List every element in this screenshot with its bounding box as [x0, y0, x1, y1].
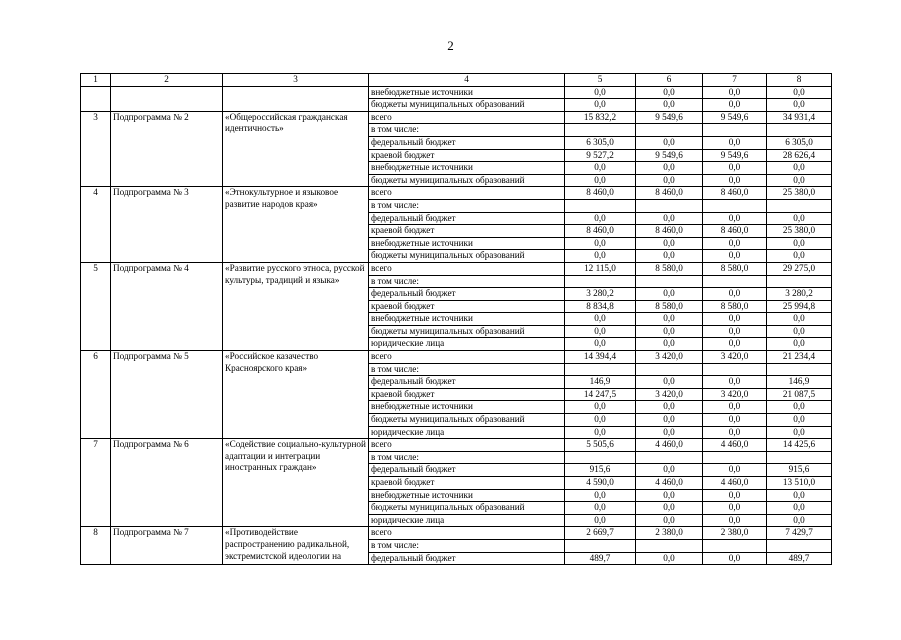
funding-source-cell: в том числе: [369, 124, 565, 137]
total-value-cell: 29 275,0 [767, 262, 832, 275]
funding-source-cell: краевой бюджет [369, 388, 565, 401]
funding-source-cell: внебюджетные источники [369, 162, 565, 175]
year-value-cell: 0,0 [565, 237, 636, 250]
table-body [81, 86, 832, 565]
total-value-cell: 0,0 [767, 414, 832, 427]
funding-source-cell: в том числе: [369, 451, 565, 464]
program-cell: Подпрограмма № 3 [111, 187, 223, 263]
total-value-cell: 0,0 [767, 338, 832, 351]
funding-source-cell: бюджеты муниципальных образований [369, 502, 565, 515]
year-value-cell: 0,0 [636, 376, 703, 389]
program-name-cell: «Развитие русского этноса, русской культуры, традиций и языка» [223, 262, 369, 350]
year-value-cell: 0,0 [636, 162, 703, 175]
year-value-cell: 0,0 [703, 338, 767, 351]
year-value-cell: 8 580,0 [636, 262, 703, 275]
year-value-cell: 0,0 [703, 552, 767, 565]
total-value-cell: 0,0 [767, 174, 832, 187]
total-value-cell: 14 425,6 [767, 439, 832, 452]
year-value-cell: 8 460,0 [565, 225, 636, 238]
year-value-cell: 0,0 [703, 162, 767, 175]
table-row [81, 111, 832, 124]
table-row [81, 86, 832, 99]
row-number-cell: 4 [81, 187, 111, 263]
total-value-cell: 0,0 [767, 162, 832, 175]
funding-source-cell: федеральный бюджет [369, 212, 565, 225]
funding-source-cell: юридические лица [369, 426, 565, 439]
year-value-cell: 0,0 [703, 136, 767, 149]
total-value-cell: 28 626,4 [767, 149, 832, 162]
year-value-cell: 0,0 [703, 401, 767, 414]
year-value-cell: 9 549,6 [636, 111, 703, 124]
year-value-cell: 0,0 [703, 464, 767, 477]
year-value-cell: 4 460,0 [636, 439, 703, 452]
year-value-cell: 6 305,0 [565, 136, 636, 149]
year-value-cell: 2 380,0 [636, 527, 703, 540]
funding-source-cell: внебюджетные источники [369, 313, 565, 326]
year-value-cell: 0,0 [636, 237, 703, 250]
year-value-cell: 4 590,0 [565, 477, 636, 490]
year-value-cell: 0,0 [703, 288, 767, 301]
year-value-cell: 0,0 [565, 426, 636, 439]
program-name-cell: «Общероссийская гражданская идентичность» [223, 111, 369, 187]
total-value-cell: 0,0 [767, 502, 832, 515]
funding-source-cell: юридические лица [369, 338, 565, 351]
funding-source-cell: в том числе: [369, 199, 565, 212]
year-value-cell: 0,0 [636, 414, 703, 427]
year-value-cell: 0,0 [565, 338, 636, 351]
total-value-cell: 0,0 [767, 514, 832, 527]
year-value-cell: 3 280,2 [565, 288, 636, 301]
year-value-cell: 0,0 [636, 426, 703, 439]
year-value-cell: 0,0 [636, 464, 703, 477]
year-value-cell: 0,0 [565, 86, 636, 99]
funding-source-cell: краевой бюджет [369, 225, 565, 238]
year-value-cell: 0,0 [703, 426, 767, 439]
year-value-cell [703, 451, 767, 464]
total-value-cell: 0,0 [767, 401, 832, 414]
funding-source-cell: федеральный бюджет [369, 136, 565, 149]
year-value-cell [703, 199, 767, 212]
year-value-cell: 8 460,0 [703, 187, 767, 200]
funding-source-cell: всего [369, 187, 565, 200]
year-value-cell: 0,0 [565, 414, 636, 427]
funding-source-cell: федеральный бюджет [369, 464, 565, 477]
funding-source-cell: внебюджетные источники [369, 401, 565, 414]
program-cell: Подпрограмма № 6 [111, 439, 223, 527]
year-value-cell [703, 275, 767, 288]
total-value-cell: 25 380,0 [767, 187, 832, 200]
year-value-cell: 0,0 [703, 502, 767, 515]
total-value-cell: 25 380,0 [767, 225, 832, 238]
year-value-cell: 0,0 [636, 86, 703, 99]
funding-source-cell: внебюджетные источники [369, 237, 565, 250]
year-value-cell: 915,6 [565, 464, 636, 477]
column-header: 3 [223, 74, 369, 87]
program-cell: Подпрограмма № 5 [111, 351, 223, 439]
funding-source-cell: всего [369, 351, 565, 364]
funding-source-cell: бюджеты муниципальных образований [369, 250, 565, 263]
year-value-cell: 0,0 [703, 376, 767, 389]
year-value-cell: 12 115,0 [565, 262, 636, 275]
year-value-cell: 8 580,0 [703, 262, 767, 275]
total-value-cell: 0,0 [767, 313, 832, 326]
year-value-cell: 0,0 [703, 514, 767, 527]
page-number: 2 [447, 38, 454, 53]
row-number-cell: 5 [81, 262, 111, 350]
year-value-cell [565, 199, 636, 212]
year-value-cell: 0,0 [565, 325, 636, 338]
year-value-cell: 14 394,4 [565, 351, 636, 364]
year-value-cell: 0,0 [565, 250, 636, 263]
year-value-cell: 0,0 [565, 313, 636, 326]
total-value-cell: 0,0 [767, 212, 832, 225]
year-value-cell: 0,0 [636, 250, 703, 263]
table-row [81, 351, 832, 364]
year-value-cell: 5 505,6 [565, 439, 636, 452]
year-value-cell: 8 460,0 [636, 225, 703, 238]
year-value-cell: 0,0 [636, 502, 703, 515]
funding-source-cell: всего [369, 111, 565, 124]
year-value-cell: 2 669,7 [565, 527, 636, 540]
column-header: 6 [636, 74, 703, 87]
year-value-cell: 2 380,0 [703, 527, 767, 540]
total-value-cell: 0,0 [767, 250, 832, 263]
year-value-cell: 0,0 [703, 212, 767, 225]
total-value-cell [767, 451, 832, 464]
total-value-cell: 0,0 [767, 325, 832, 338]
funding-source-cell: краевой бюджет [369, 300, 565, 313]
total-value-cell: 0,0 [767, 237, 832, 250]
total-value-cell: 0,0 [767, 489, 832, 502]
column-header: 8 [767, 74, 832, 87]
row-number-cell: 7 [81, 439, 111, 527]
total-value-cell: 915,6 [767, 464, 832, 477]
program-name-cell: «Этнокультурное и языковое развитие народов края» [223, 187, 369, 263]
year-value-cell: 9 549,6 [636, 149, 703, 162]
year-value-cell [565, 539, 636, 552]
funding-source-cell: бюджеты муниципальных образований [369, 99, 565, 112]
program-name-cell: «Противодействие распространению радикальной, экстремистской идеологии на [223, 527, 369, 565]
year-value-cell [565, 451, 636, 464]
program-name-cell: «Содействие социально-культурной адаптации и интеграции иностранных граждан» [223, 439, 369, 527]
funding-source-cell: бюджеты муниципальных образований [369, 325, 565, 338]
funding-source-cell: федеральный бюджет [369, 288, 565, 301]
column-header: 1 [81, 74, 111, 87]
year-value-cell: 15 832,2 [565, 111, 636, 124]
funding-source-cell: краевой бюджет [369, 149, 565, 162]
year-value-cell: 3 420,0 [636, 388, 703, 401]
total-value-cell: 6 305,0 [767, 136, 832, 149]
year-value-cell: 0,0 [636, 552, 703, 565]
year-value-cell: 0,0 [636, 136, 703, 149]
funding-source-cell: краевой бюджет [369, 477, 565, 490]
year-value-cell: 0,0 [703, 99, 767, 112]
table-row [81, 187, 832, 200]
year-value-cell [636, 275, 703, 288]
total-value-cell: 0,0 [767, 99, 832, 112]
funding-source-cell: внебюджетные источники [369, 489, 565, 502]
funding-source-cell: всего [369, 262, 565, 275]
total-value-cell: 0,0 [767, 426, 832, 439]
total-value-cell [767, 363, 832, 376]
year-value-cell: 8 460,0 [703, 225, 767, 238]
year-value-cell [703, 363, 767, 376]
year-value-cell: 0,0 [636, 401, 703, 414]
year-value-cell: 0,0 [636, 288, 703, 301]
total-value-cell: 146,9 [767, 376, 832, 389]
year-value-cell: 0,0 [703, 174, 767, 187]
year-value-cell: 0,0 [703, 489, 767, 502]
program-name-cell: «Российское казачество Красноярского края» [223, 351, 369, 439]
program-cell: Подпрограмма № 2 [111, 111, 223, 187]
column-header: 2 [111, 74, 223, 87]
year-value-cell: 0,0 [565, 502, 636, 515]
funding-source-cell: бюджеты муниципальных образований [369, 174, 565, 187]
year-value-cell [703, 539, 767, 552]
year-value-cell [703, 124, 767, 137]
year-value-cell: 0,0 [565, 174, 636, 187]
year-value-cell: 4 460,0 [703, 477, 767, 490]
total-value-cell: 34 931,4 [767, 111, 832, 124]
funding-source-cell: в том числе: [369, 275, 565, 288]
year-value-cell [565, 124, 636, 137]
column-number-row [81, 74, 832, 87]
year-value-cell [636, 363, 703, 376]
year-value-cell: 0,0 [636, 313, 703, 326]
year-value-cell: 0,0 [703, 237, 767, 250]
year-value-cell: 0,0 [565, 99, 636, 112]
year-value-cell: 489,7 [565, 552, 636, 565]
program-cell [111, 86, 223, 111]
year-value-cell: 0,0 [636, 489, 703, 502]
year-value-cell: 9 549,6 [703, 111, 767, 124]
table-row [81, 527, 832, 540]
year-value-cell: 3 420,0 [636, 351, 703, 364]
year-value-cell: 0,0 [703, 414, 767, 427]
program-name-cell [223, 86, 369, 111]
table-row [81, 262, 832, 275]
year-value-cell: 3 420,0 [703, 351, 767, 364]
row-number-cell [81, 86, 111, 111]
year-value-cell: 4 460,0 [703, 439, 767, 452]
year-value-cell: 8 580,0 [703, 300, 767, 313]
total-value-cell: 7 429,7 [767, 527, 832, 540]
total-value-cell: 13 510,0 [767, 477, 832, 490]
total-value-cell [767, 199, 832, 212]
year-value-cell: 8 460,0 [636, 187, 703, 200]
year-value-cell: 0,0 [565, 212, 636, 225]
funding-source-cell: в том числе: [369, 363, 565, 376]
table-row [81, 439, 832, 452]
financing-table [80, 73, 832, 565]
total-value-cell: 21 234,4 [767, 351, 832, 364]
year-value-cell: 0,0 [703, 86, 767, 99]
total-value-cell: 489,7 [767, 552, 832, 565]
year-value-cell [565, 363, 636, 376]
year-value-cell: 4 460,0 [636, 477, 703, 490]
total-value-cell [767, 539, 832, 552]
year-value-cell [636, 539, 703, 552]
year-value-cell: 0,0 [636, 212, 703, 225]
year-value-cell [636, 199, 703, 212]
year-value-cell: 8 460,0 [565, 187, 636, 200]
year-value-cell: 8 834,8 [565, 300, 636, 313]
year-value-cell: 0,0 [636, 174, 703, 187]
total-value-cell [767, 124, 832, 137]
year-value-cell: 0,0 [703, 313, 767, 326]
year-value-cell [565, 275, 636, 288]
funding-source-cell: всего [369, 439, 565, 452]
row-number-cell: 8 [81, 527, 111, 565]
year-value-cell: 0,0 [703, 250, 767, 263]
year-value-cell: 8 580,0 [636, 300, 703, 313]
funding-source-cell: юридические лица [369, 514, 565, 527]
funding-source-cell: федеральный бюджет [369, 376, 565, 389]
funding-source-cell: всего [369, 527, 565, 540]
total-value-cell: 3 280,2 [767, 288, 832, 301]
year-value-cell: 0,0 [565, 514, 636, 527]
year-value-cell: 9 527,2 [565, 149, 636, 162]
year-value-cell: 0,0 [565, 489, 636, 502]
year-value-cell [636, 451, 703, 464]
year-value-cell: 0,0 [636, 338, 703, 351]
funding-source-cell: федеральный бюджет [369, 552, 565, 565]
program-cell: Подпрограмма № 4 [111, 262, 223, 350]
year-value-cell: 9 549,6 [703, 149, 767, 162]
funding-source-cell: бюджеты муниципальных образований [369, 414, 565, 427]
funding-source-cell: в том числе: [369, 539, 565, 552]
year-value-cell: 0,0 [565, 401, 636, 414]
year-value-cell: 0,0 [565, 162, 636, 175]
year-value-cell [636, 124, 703, 137]
column-header: 7 [703, 74, 767, 87]
total-value-cell: 0,0 [767, 86, 832, 99]
year-value-cell: 0,0 [636, 325, 703, 338]
year-value-cell: 146,9 [565, 376, 636, 389]
total-value-cell: 25 994,8 [767, 300, 832, 313]
column-header: 4 [369, 74, 565, 87]
program-cell: Подпрограмма № 7 [111, 527, 223, 565]
total-value-cell: 21 087,5 [767, 388, 832, 401]
total-value-cell [767, 275, 832, 288]
year-value-cell: 14 247,5 [565, 388, 636, 401]
row-number-cell: 3 [81, 111, 111, 187]
year-value-cell: 0,0 [703, 325, 767, 338]
year-value-cell: 0,0 [636, 99, 703, 112]
row-number-cell: 6 [81, 351, 111, 439]
year-value-cell: 0,0 [636, 514, 703, 527]
funding-source-cell: внебюджетные источники [369, 86, 565, 99]
year-value-cell: 3 420,0 [703, 388, 767, 401]
column-header: 5 [565, 74, 636, 87]
